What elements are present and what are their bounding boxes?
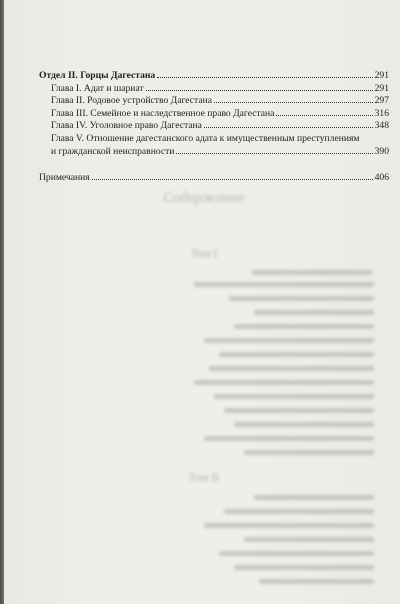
toc-notes-label: Примечания — [39, 172, 90, 184]
toc-section — [39, 70, 389, 83]
toc-page-number: 406 — [374, 172, 389, 184]
toc-chapter-3: Глава III. Семейное и наследственное право Дагестана 316 — [51, 107, 389, 119]
toc-chapter-4: Глава IV. Уголовное право Дагестана 348 — [51, 120, 389, 132]
table-of-contents — [39, 70, 389, 185]
toc-notes — [39, 172, 389, 185]
ghost-volume-1: Том I — [190, 246, 218, 260]
dot-leader — [204, 127, 373, 128]
toc-chapter-5-line1: Глава V. Отношение дагестанского адата к имущественным преступлениям — [51, 132, 360, 144]
ghost-title: Содержание — [163, 190, 245, 206]
toc-page-number: 291 — [374, 82, 389, 94]
dot-leader — [92, 179, 373, 180]
book-page — [4, 0, 400, 604]
toc-chapter-2: Глава II. Родовое устройство Дагестана 297 — [51, 95, 389, 107]
toc-chapter-1: Глава I. Адат и шариат 291 — [51, 82, 389, 94]
toc-page-number: 316 — [374, 107, 389, 119]
dot-leader — [146, 90, 373, 91]
toc-chapter-5 — [39, 133, 389, 158]
toc-chapter-5-line2: и гражданской неисправности — [51, 145, 175, 157]
toc-section-label: Отдел II. Горцы Дагестана — [39, 70, 156, 81]
toc-page-number: 390 — [374, 145, 389, 157]
dot-leader — [276, 115, 372, 116]
ghost-volume-2: Том II — [188, 470, 220, 484]
dot-leader — [176, 153, 372, 154]
toc-page-number: 297 — [374, 95, 389, 107]
dot-leader — [157, 77, 372, 78]
toc-page-number: 348 — [374, 120, 389, 132]
toc-page-number: 291 — [374, 70, 389, 81]
dot-leader — [214, 102, 373, 103]
